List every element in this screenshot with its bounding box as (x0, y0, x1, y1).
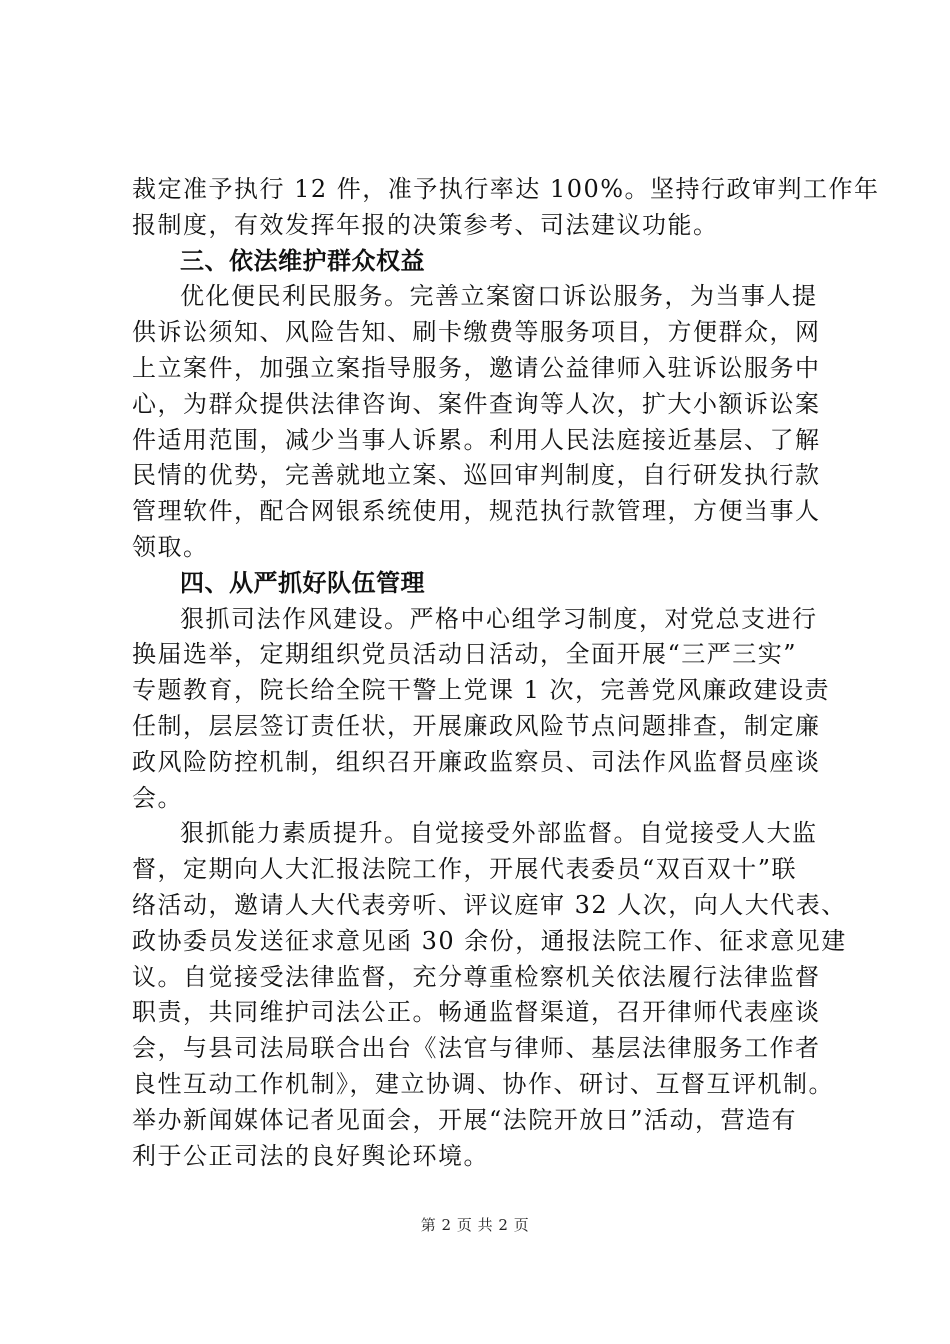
paragraph-line: 会，与县司法局联合出台《法官与律师、基层法律服务工作者 (132, 1034, 821, 1063)
paragraph-line: 换届选举，定期组织党员活动日活动，全面开展“三严三实” (132, 640, 798, 669)
section-heading: 四、从严抓好队伍管理 (180, 568, 425, 597)
paragraph-line: 会。 (132, 783, 183, 812)
page-footer: 第 2 页 共 2 页 (420, 1216, 530, 1234)
paragraph-line: 良性互动工作机制》，建立协调、协作、研讨、互督互评机制。 (132, 1069, 834, 1098)
paragraph-line: 上立案件，加强立案指导服务，邀请公益律师入驻诉讼服务中 (132, 353, 821, 382)
paragraph-line: 裁定准予执行 12 件，准予执行率达 100%。坚持行政审判工作年 (132, 175, 880, 203)
paragraph-line: 报制度，有效发挥年报的决策参考、司法建议功能。 (132, 210, 719, 239)
paragraph-line: 政协委员发送征求意见函 30 余份，通报法院工作、征求意见建 (132, 926, 847, 955)
paragraph-line: 议。自觉接受法律监督，充分尊重检察机关依法履行法律监督 (132, 962, 821, 991)
paragraph-line: 民情的优势，完善就地立案、巡回审判制度，自行研发执行款 (132, 461, 821, 490)
paragraph-line: 优化便民利民服务。完善立案窗口诉讼服务，为当事人提 (180, 282, 818, 311)
document-body (132, 172, 880, 1174)
paragraph-line: 利于公正司法的良好舆论环境。 (132, 1141, 489, 1170)
paragraph-line: 狠抓司法作风建设。严格中心组学习制度，对党总支进行 (180, 604, 818, 633)
paragraph-line: 心，为群众提供法律咨询、案件查询等人次，扩大小额诉讼案 (132, 389, 821, 418)
section-heading: 三、依法维护群众权益 (180, 246, 425, 275)
paragraph-line: 督，定期向人大汇报法院工作，开展代表委员“双百双十”联 (132, 855, 798, 884)
paragraph-line: 供诉讼须知、风险告知、刷卡缴费等服务项目，方便群众，网 (132, 318, 821, 347)
paragraph-line: 狠抓能力素质提升。自觉接受外部监督。自觉接受人大监 (180, 819, 818, 848)
paragraph-line: 举办新闻媒体记者见面会，开展“法院开放日”活动，营造有 (132, 1105, 798, 1134)
paragraph-line: 专题教育，院长给全院干警上党课 1 次，完善党风廉政建设责 (132, 676, 831, 705)
paragraph-line: 领取。 (132, 532, 209, 561)
paragraph-line: 络活动，邀请人大代表旁听、评议庭审 32 人次，向人大代表、 (132, 890, 847, 919)
paragraph-line: 任制，层层签订责任状，开展廉政风险节点问题排查，制定廉 (132, 711, 821, 740)
paragraph-line: 管理软件，配合网银系统使用，规范执行款管理，方便当事人 (132, 497, 821, 526)
paragraph-line: 政风险防控机制，组织召开廉政监察员、司法作风监督员座谈 (132, 747, 821, 776)
paragraph-line: 件适用范围，减少当事人诉累。利用人民法庭接近基层、了解 (132, 425, 821, 454)
paragraph-line: 职责，共同维护司法公正。畅通监督渠道，召开律师代表座谈 (132, 998, 821, 1027)
